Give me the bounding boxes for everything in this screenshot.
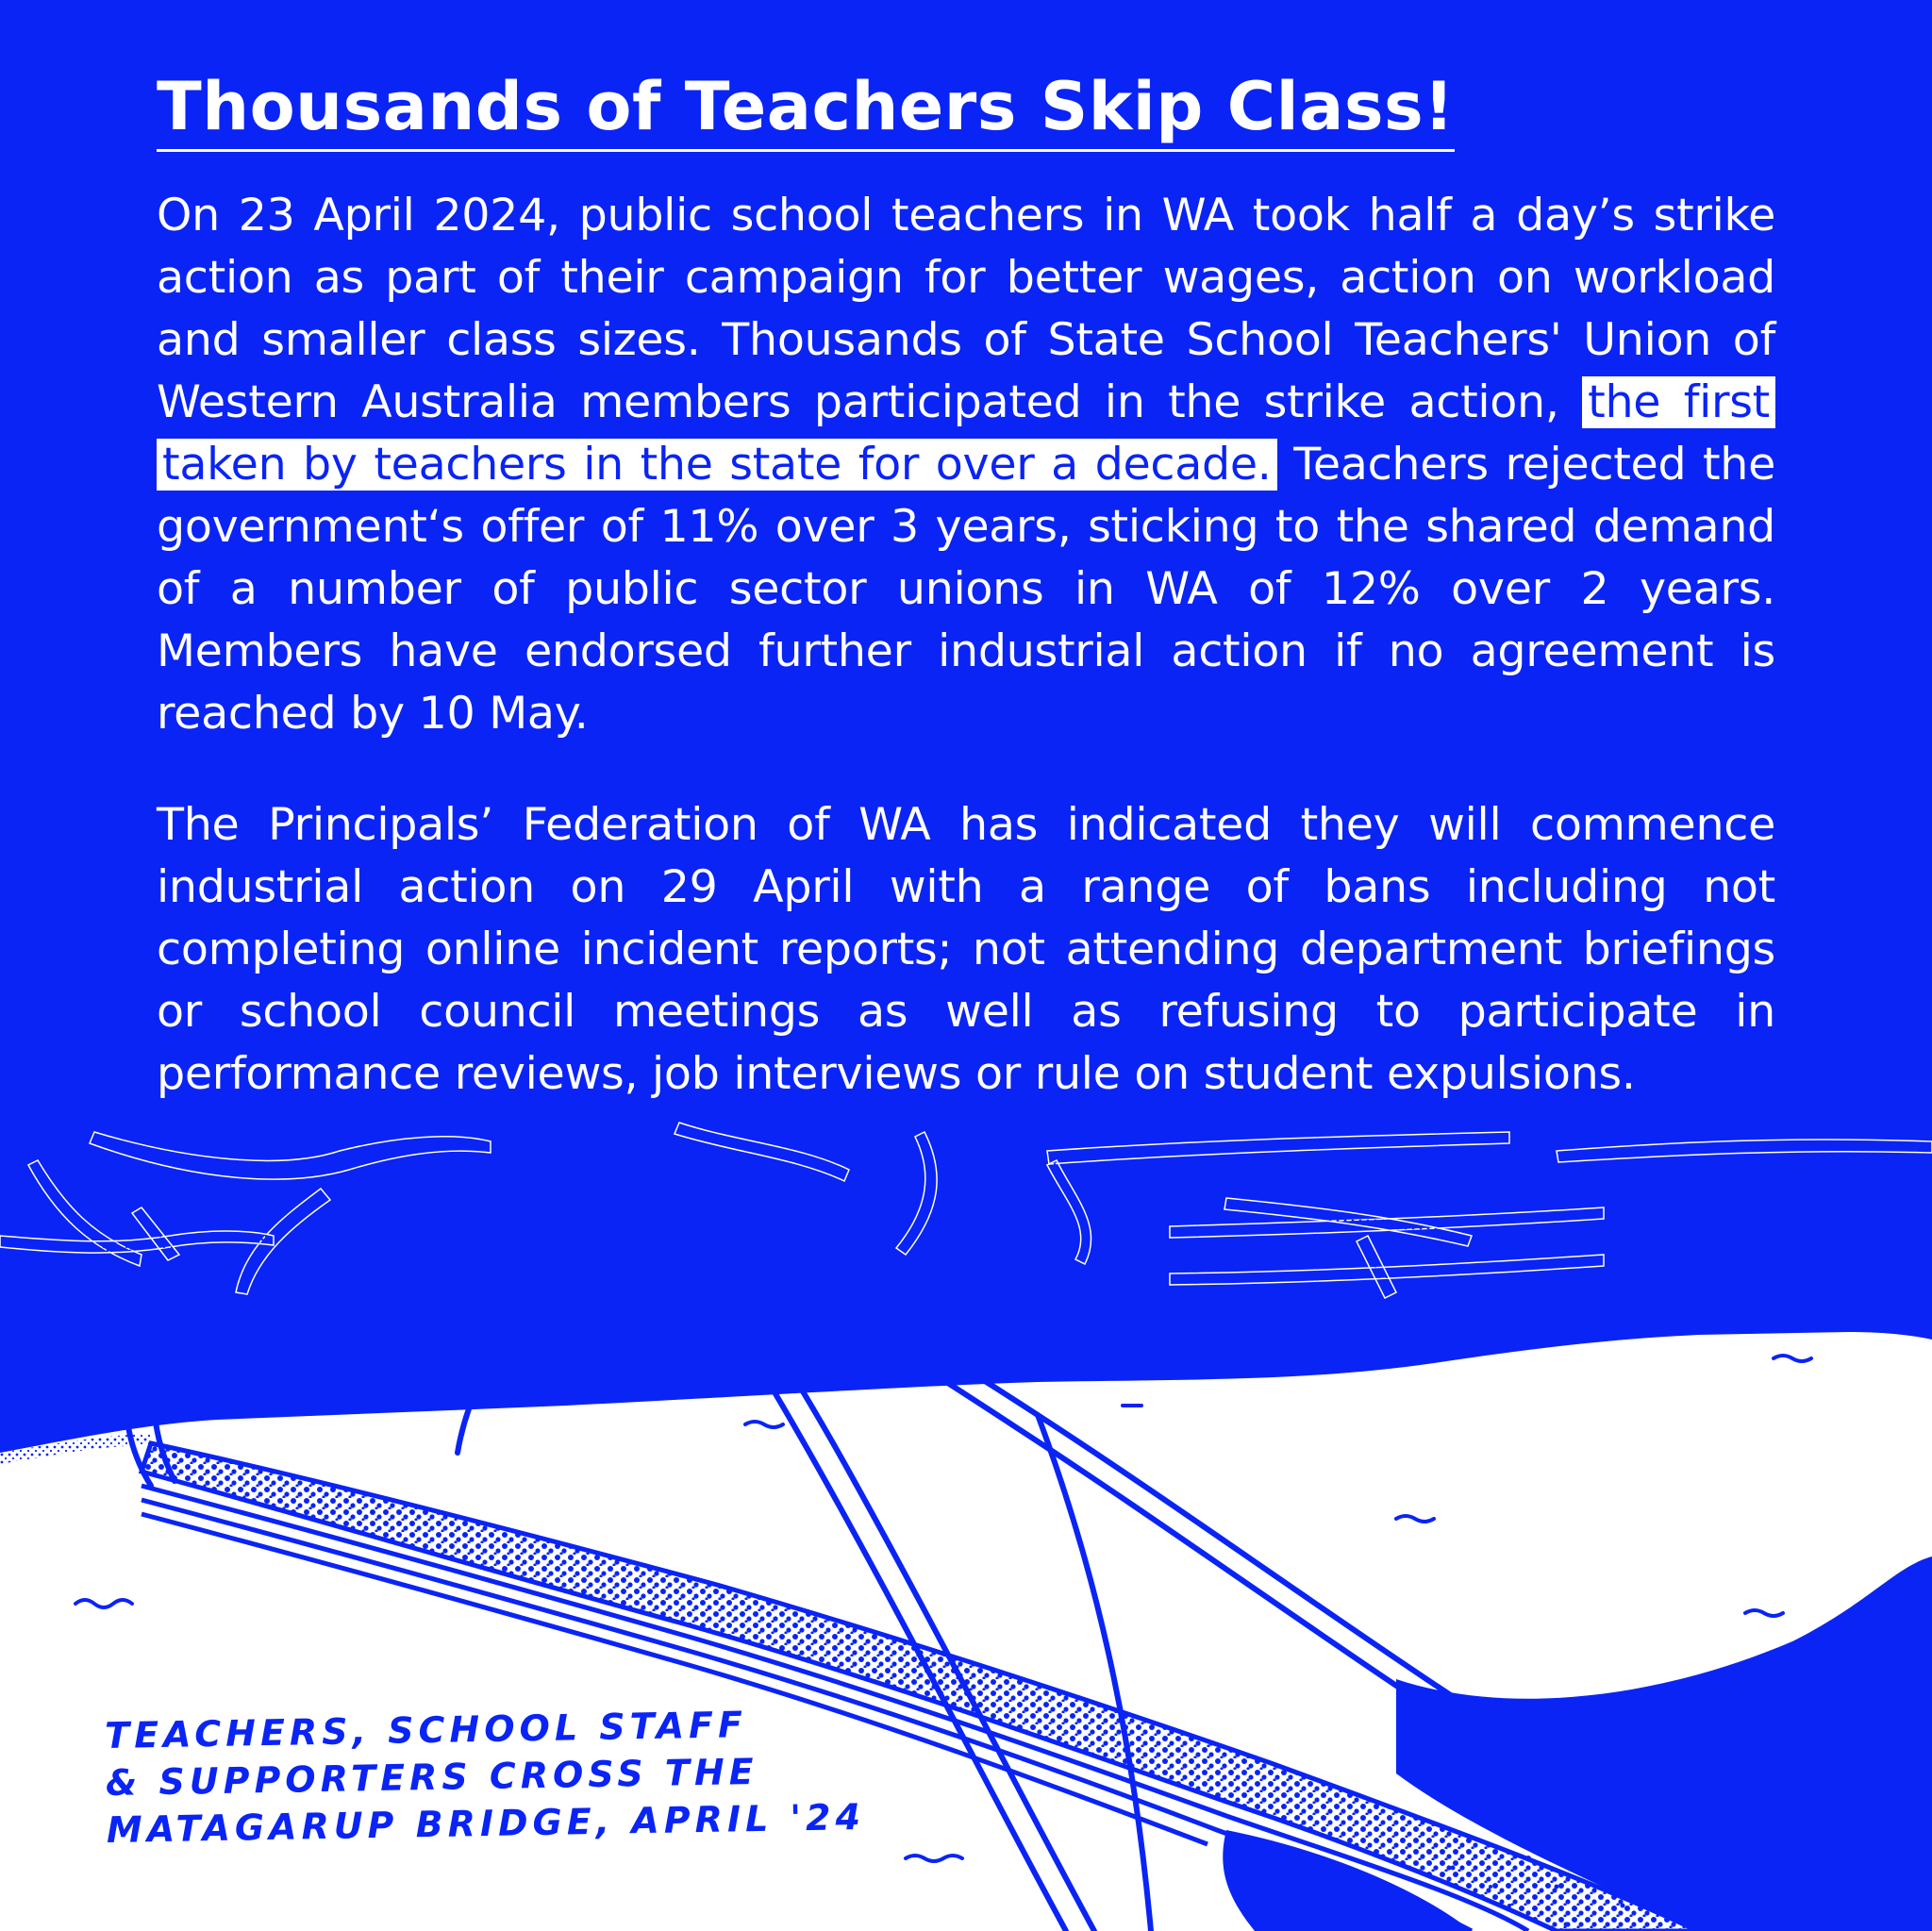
- caption-line-1: TEACHERS, SCHOOL STAFF: [104, 1704, 748, 1757]
- highlighted-text: the first taken by teachers in the state for over a decade.: [157, 376, 1775, 491]
- illustration-caption: [105, 1699, 866, 1854]
- article-body: [157, 185, 1775, 1155]
- paragraph-2: The Principals’ Federation of WA has indicated they will commence industrial action on 29 April with a range of bans including not completing online incident reports; not attending department briefings or school council meetings as well as refusing to participate in performance reviews, job interviews or rule on student expulsions.: [157, 799, 1775, 1100]
- paragraph-1-text-b: Teachers rejected the government‘s offer of 11% over 3 years, sticking to the shared demand of a number of public sector unions in WA of 12% over 2 years. Members have endorsed further industrial action if no agreement is reached by 10 May.: [157, 439, 1775, 740]
- caption-line-3: MATAGARUP BRIDGE, APRIL '24: [106, 1795, 866, 1852]
- paragraph-1: [157, 185, 1775, 745]
- caption-line-2: & SUPPORTERS CROSS THE: [105, 1750, 758, 1805]
- headline: Thousands of Teachers Skip Class!: [157, 74, 1455, 152]
- paragraph-1-text-a: On 23 April 2024, public school teachers in WA took half a day’s strike action as part of their campaign for better wages, action on workload and smaller class sizes. Thousands of State School Teachers' Union of Western Australia members participated in the strike action,: [157, 190, 1775, 428]
